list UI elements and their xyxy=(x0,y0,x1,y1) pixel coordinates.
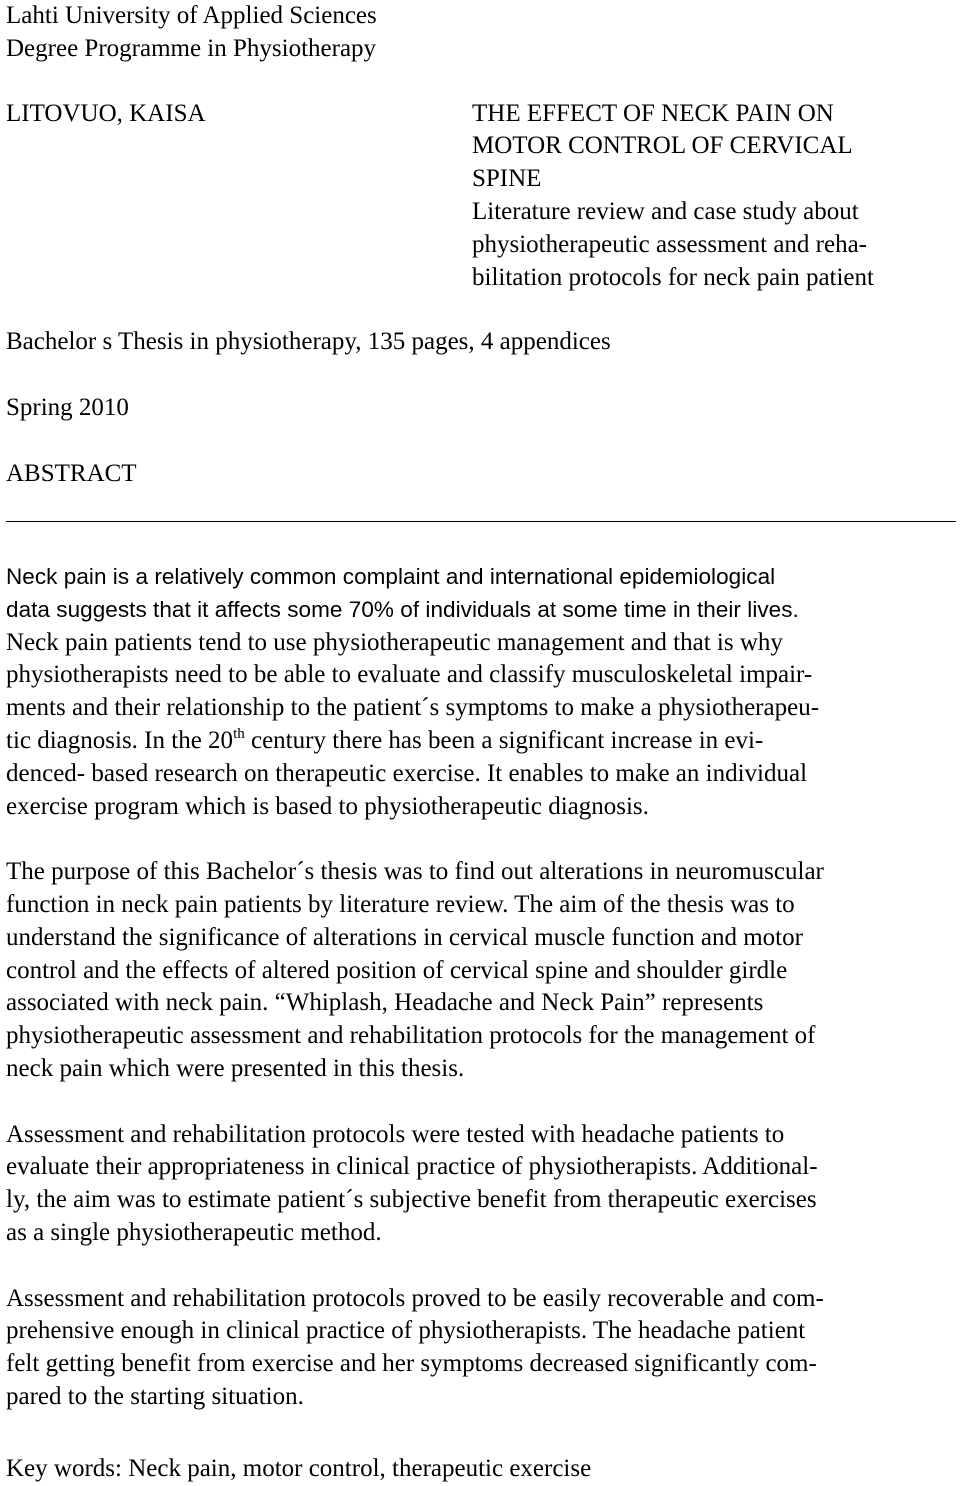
text-line: prehensive enough in clinical practice of physiotherapists. The headache patient xyxy=(6,1317,806,1345)
text-line: Assessment and rehabilitation protocols were tested with headache patients to xyxy=(6,1120,785,1148)
text-line: exercise program which is based to physiotherapeutic diagnosis. xyxy=(6,792,649,820)
abstract-paragraph-4 xyxy=(6,1283,956,1414)
title-line: MOTOR CONTROL OF CERVICAL xyxy=(472,132,853,160)
text-line: control and the effects of altered position of cervical spine and shoulder girdle xyxy=(6,956,788,984)
text-line: data suggests that it affects some 70% of individuals at some time in their lives. xyxy=(6,596,799,622)
text-line: felt getting benefit from exercise and her symptoms decreased significantly com- xyxy=(6,1350,817,1378)
text-line: denced- based research on therapeutic exercise. It enables to make an individual xyxy=(6,759,808,787)
author-title-row xyxy=(6,98,956,295)
abstract-page xyxy=(6,0,956,1482)
text-line: ly, the aim was to estimate patient´s subjective benefit from therapeutic exercises xyxy=(6,1186,817,1214)
horizontal-rule xyxy=(6,521,956,522)
text-line: neck pain which were presented in this thesis. xyxy=(6,1054,465,1082)
text-line: function in neck pain patients by literature review. The aim of the thesis was to xyxy=(6,890,795,918)
keywords-line: Key words: Neck pain, motor control, therapeutic exercise xyxy=(6,1455,592,1482)
subtitle-line: Literature review and case study about xyxy=(472,197,859,225)
thesis-title xyxy=(472,98,952,295)
text-line: associated with neck pain. “Whiplash, Headache and Neck Pain” represents xyxy=(6,989,764,1017)
text-line: as a single physiotherapeutic method. xyxy=(6,1218,382,1246)
abstract-paragraph-1 xyxy=(6,561,956,823)
text-segment: century there has been a significant increase in evi- xyxy=(244,726,764,754)
text-line: Assessment and rehabilitation protocols proved to be easily recoverable and com- xyxy=(6,1284,824,1312)
thesis-term: Spring 2010 xyxy=(6,394,129,421)
text-line: pared to the starting situation. xyxy=(6,1382,304,1410)
title-line: THE EFFECT OF NECK PAIN ON xyxy=(472,99,834,127)
subtitle-line: bilitation protocols for neck pain patient xyxy=(472,263,874,291)
institution-header xyxy=(6,0,956,66)
text-line: The purpose of this Bachelor´s thesis was to find out alterations in neuromuscular xyxy=(6,858,824,886)
text-line: Neck pain is a relatively common complaint and international epidemiological xyxy=(6,564,776,589)
text-line xyxy=(6,725,956,758)
text-line: Neck pain patients tend to use physiotherapeutic management and that is why xyxy=(6,628,783,656)
author-name: LITOVUO, KAISA xyxy=(6,99,206,127)
text-line: physiotherapists need to be able to evaluate and classify musculoskeletal impair- xyxy=(6,661,813,689)
text-line: ments and their relationship to the patient´s symptoms to make a physiotherapeu- xyxy=(6,694,820,722)
subtitle-line: physiotherapeutic assessment and reha- xyxy=(472,230,868,258)
institution-name: Lahti University of Applied Sciences xyxy=(6,2,377,29)
text-line: understand the significance of alterations in cervical muscle function and motor xyxy=(6,923,803,951)
thesis-info: Bachelor s Thesis in physiotherapy, 135 pages, 4 appendices xyxy=(6,328,611,355)
text-line: evaluate their appropriateness in clinical practice of physiotherapists. Additional- xyxy=(6,1153,818,1181)
ordinal-superscript: th xyxy=(233,725,245,742)
text-line: physiotherapeutic assessment and rehabilitation protocols for the management of xyxy=(6,1022,816,1050)
abstract-heading: ABSTRACT xyxy=(6,460,137,487)
degree-programme: Degree Programme in Physiotherapy xyxy=(6,34,377,62)
abstract-body xyxy=(6,561,956,1414)
title-line: SPINE xyxy=(472,165,542,193)
abstract-paragraph-2 xyxy=(6,856,956,1086)
text-segment: tic diagnosis. In the 20 xyxy=(6,726,234,754)
abstract-paragraph-3 xyxy=(6,1119,956,1250)
